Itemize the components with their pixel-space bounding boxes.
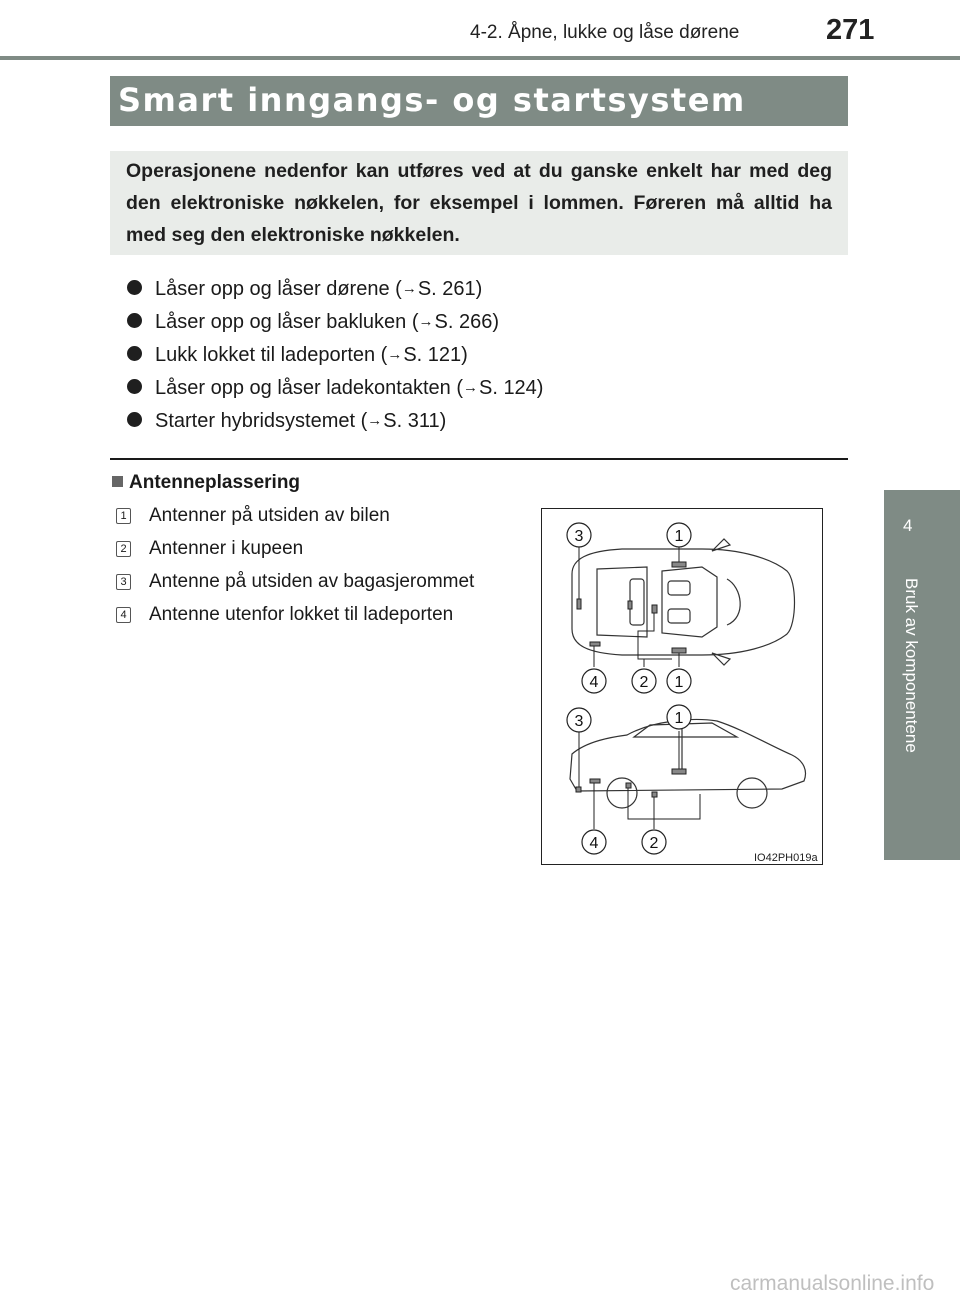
car-side-view	[570, 720, 806, 808]
legend-text: Antenner på utsiden av bilen	[149, 505, 390, 526]
callout-labels	[575, 528, 684, 852]
watermark: carmanualsonline.info	[730, 1272, 935, 1295]
bullet-icon	[127, 280, 142, 295]
list-item	[127, 410, 543, 443]
list-item-text: Lukk lokket til ladeporten (	[155, 344, 388, 366]
list-item-text: Starter hybridsystemet (	[155, 410, 368, 432]
page-reference-link[interactable]: S. 266)	[434, 311, 499, 333]
list-item	[127, 377, 543, 410]
callout-label: 2	[639, 674, 649, 691]
intro-box	[110, 151, 848, 255]
bullet-icon	[127, 346, 142, 361]
callout-label: 2	[649, 835, 659, 852]
chapter-number: 4	[903, 516, 913, 535]
callout-label: 4	[589, 835, 599, 852]
list-item-text: Låser opp og låser ladekontakten (	[155, 377, 463, 399]
bullet-icon	[127, 379, 142, 394]
list-item	[127, 278, 543, 311]
legend-item	[116, 538, 474, 571]
callout-label: 3	[574, 713, 584, 730]
page-number: 271	[826, 14, 875, 46]
arrow-right-icon: →	[462, 379, 478, 396]
title-bar	[110, 76, 848, 126]
intro-text: Operasjonene nedenfor kan utføres ved at du ganske enkelt har med deg den elektroniske nøkkelen, for eksempel i lommen. Føreren må alltid ha med seg den elektroniske nøkkelen.	[126, 160, 832, 246]
list-item-text: Låser opp og låser bakluken (	[155, 311, 419, 333]
figure-code: IO42PH019a	[754, 852, 818, 864]
arrow-right-icon: →	[387, 346, 403, 363]
page-reference-link[interactable]: S. 311)	[383, 410, 447, 432]
bullet-icon	[127, 313, 142, 328]
legend-number: 2	[116, 541, 131, 557]
callout-circles	[567, 523, 691, 854]
legend-text: Antenner i kupeen	[149, 538, 304, 559]
arrow-right-icon: →	[401, 280, 417, 297]
legend-number: 1	[116, 508, 131, 524]
list-item	[127, 344, 543, 377]
page-reference-link[interactable]: S. 124)	[478, 377, 544, 399]
legend-number: 3	[116, 574, 131, 590]
callout-label: 1	[674, 528, 684, 545]
legend-item	[116, 604, 474, 637]
callout-label: 4	[589, 674, 599, 691]
list-item-text: Låser opp og låser dørene (	[155, 278, 402, 300]
section-heading	[112, 472, 300, 494]
legend-item	[116, 571, 474, 604]
bullet-icon	[127, 412, 142, 427]
callout-label: 3	[574, 528, 584, 545]
car-antenna-diagram	[542, 509, 822, 864]
square-bullet-icon	[112, 476, 123, 487]
arrow-right-icon: →	[367, 412, 383, 429]
feature-list	[127, 278, 543, 443]
page-reference-link[interactable]: S. 121)	[403, 344, 468, 366]
callout-label: 1	[674, 710, 684, 727]
list-item	[127, 311, 543, 344]
header-rule	[0, 56, 960, 60]
page-title: Smart inngangs- og startsystem	[118, 81, 746, 119]
section-heading-text: Antenneplassering	[129, 472, 301, 493]
legend-text: Antenne utenfor lokket til ladeporten	[149, 604, 454, 625]
legend-number: 4	[116, 607, 131, 623]
arrow-right-icon: →	[418, 313, 434, 330]
legend-item	[116, 505, 474, 538]
header-section-title: 4-2. Åpne, lukke og låse dørene	[470, 22, 740, 43]
antenna-legend	[116, 505, 474, 637]
callout-label: 1	[674, 674, 684, 691]
page-reference-link[interactable]: S. 261)	[417, 278, 483, 300]
antenna-markers-top	[577, 562, 686, 653]
antenna-location-figure	[541, 508, 823, 865]
chapter-label: Bruk av komponentene	[902, 578, 921, 753]
chapter-tab[interactable]	[884, 490, 960, 860]
section-divider	[110, 458, 848, 460]
antenna-markers-side	[576, 769, 686, 797]
legend-text: Antenne på utsiden av bagasjerommet	[149, 571, 475, 592]
car-top-view	[572, 539, 795, 665]
